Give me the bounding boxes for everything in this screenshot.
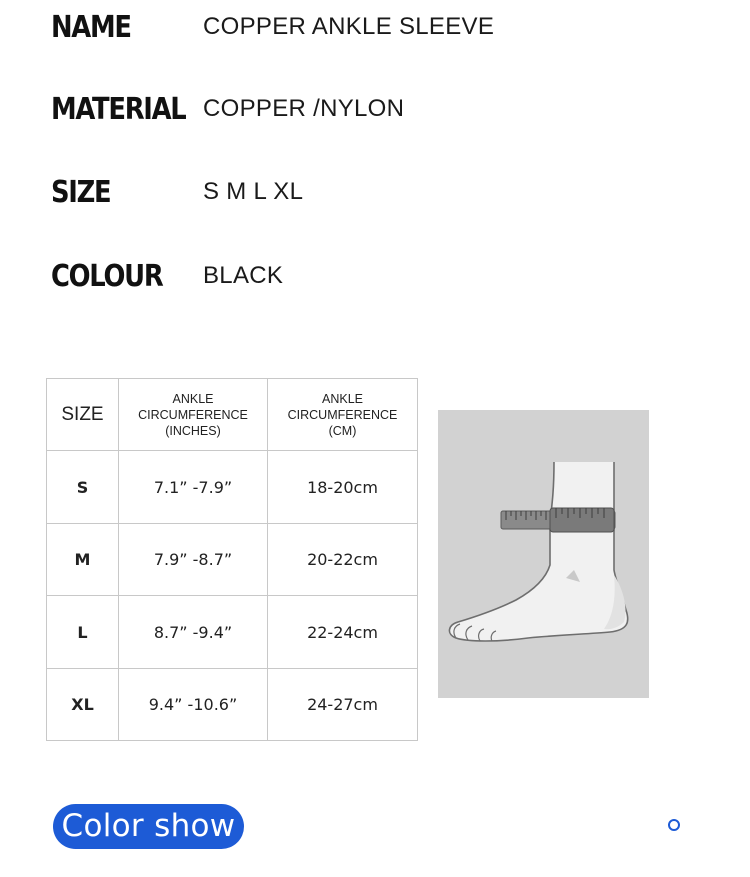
cell-cm: 22-24cm [268, 596, 418, 669]
header-inches-line3: (INCHES) [165, 423, 221, 438]
header-inches-line2: CIRCUMFERENCE [138, 407, 248, 422]
cell-cm: 20-22cm [268, 524, 418, 596]
table-row [47, 524, 418, 596]
spec-value-material: COPPER /NYLON [203, 95, 405, 122]
cell-size: M [47, 524, 119, 596]
spec-value-colour: BLACK [203, 262, 284, 289]
ankle-measuring-tape-icon [438, 410, 649, 698]
header-cm-line1: ANKLE [322, 391, 363, 406]
spec-value-name: COPPER ANKLE SLEEVE [203, 13, 495, 40]
cell-size: XL [47, 669, 119, 741]
spec-row-colour [51, 256, 283, 296]
table-row [47, 451, 418, 524]
cell-size: L [47, 596, 119, 669]
cell-inches: 8.7” -9.4” [119, 596, 268, 669]
spec-label-name: NAME [51, 9, 131, 45]
ankle-measurement-illustration [438, 410, 649, 698]
carousel-dot-indicator[interactable] [668, 819, 680, 831]
spec-row-size [51, 172, 303, 212]
spec-row-material [51, 89, 404, 129]
spec-value-size: S M L XL [203, 178, 304, 205]
header-inches [119, 379, 268, 451]
cell-inches: 9.4” -10.6” [119, 669, 268, 741]
table-header-row [47, 379, 418, 451]
cell-cm: 24-27cm [268, 669, 418, 741]
cell-cm: 18-20cm [268, 451, 418, 524]
spec-label-material: MATERIAL [51, 91, 186, 127]
color-show-button[interactable]: Color show [53, 804, 244, 849]
table-row [47, 596, 418, 669]
table-row [47, 669, 418, 741]
header-cm-line2: CIRCUMFERENCE [287, 407, 398, 422]
cell-inches: 7.9” -8.7” [119, 524, 268, 596]
size-chart-table [46, 378, 418, 741]
spec-row-name [51, 7, 494, 47]
header-cm-line3: (CM) [328, 423, 357, 438]
cell-size: S [47, 451, 119, 524]
cell-inches: 7.1” -7.9” [119, 451, 268, 524]
header-inches-line1: ANKLE [172, 391, 214, 406]
spec-label-size: SIZE [51, 174, 111, 210]
spec-label-colour: COLOUR [51, 258, 163, 294]
header-cm [268, 379, 418, 451]
header-size: SIZE [47, 379, 119, 451]
